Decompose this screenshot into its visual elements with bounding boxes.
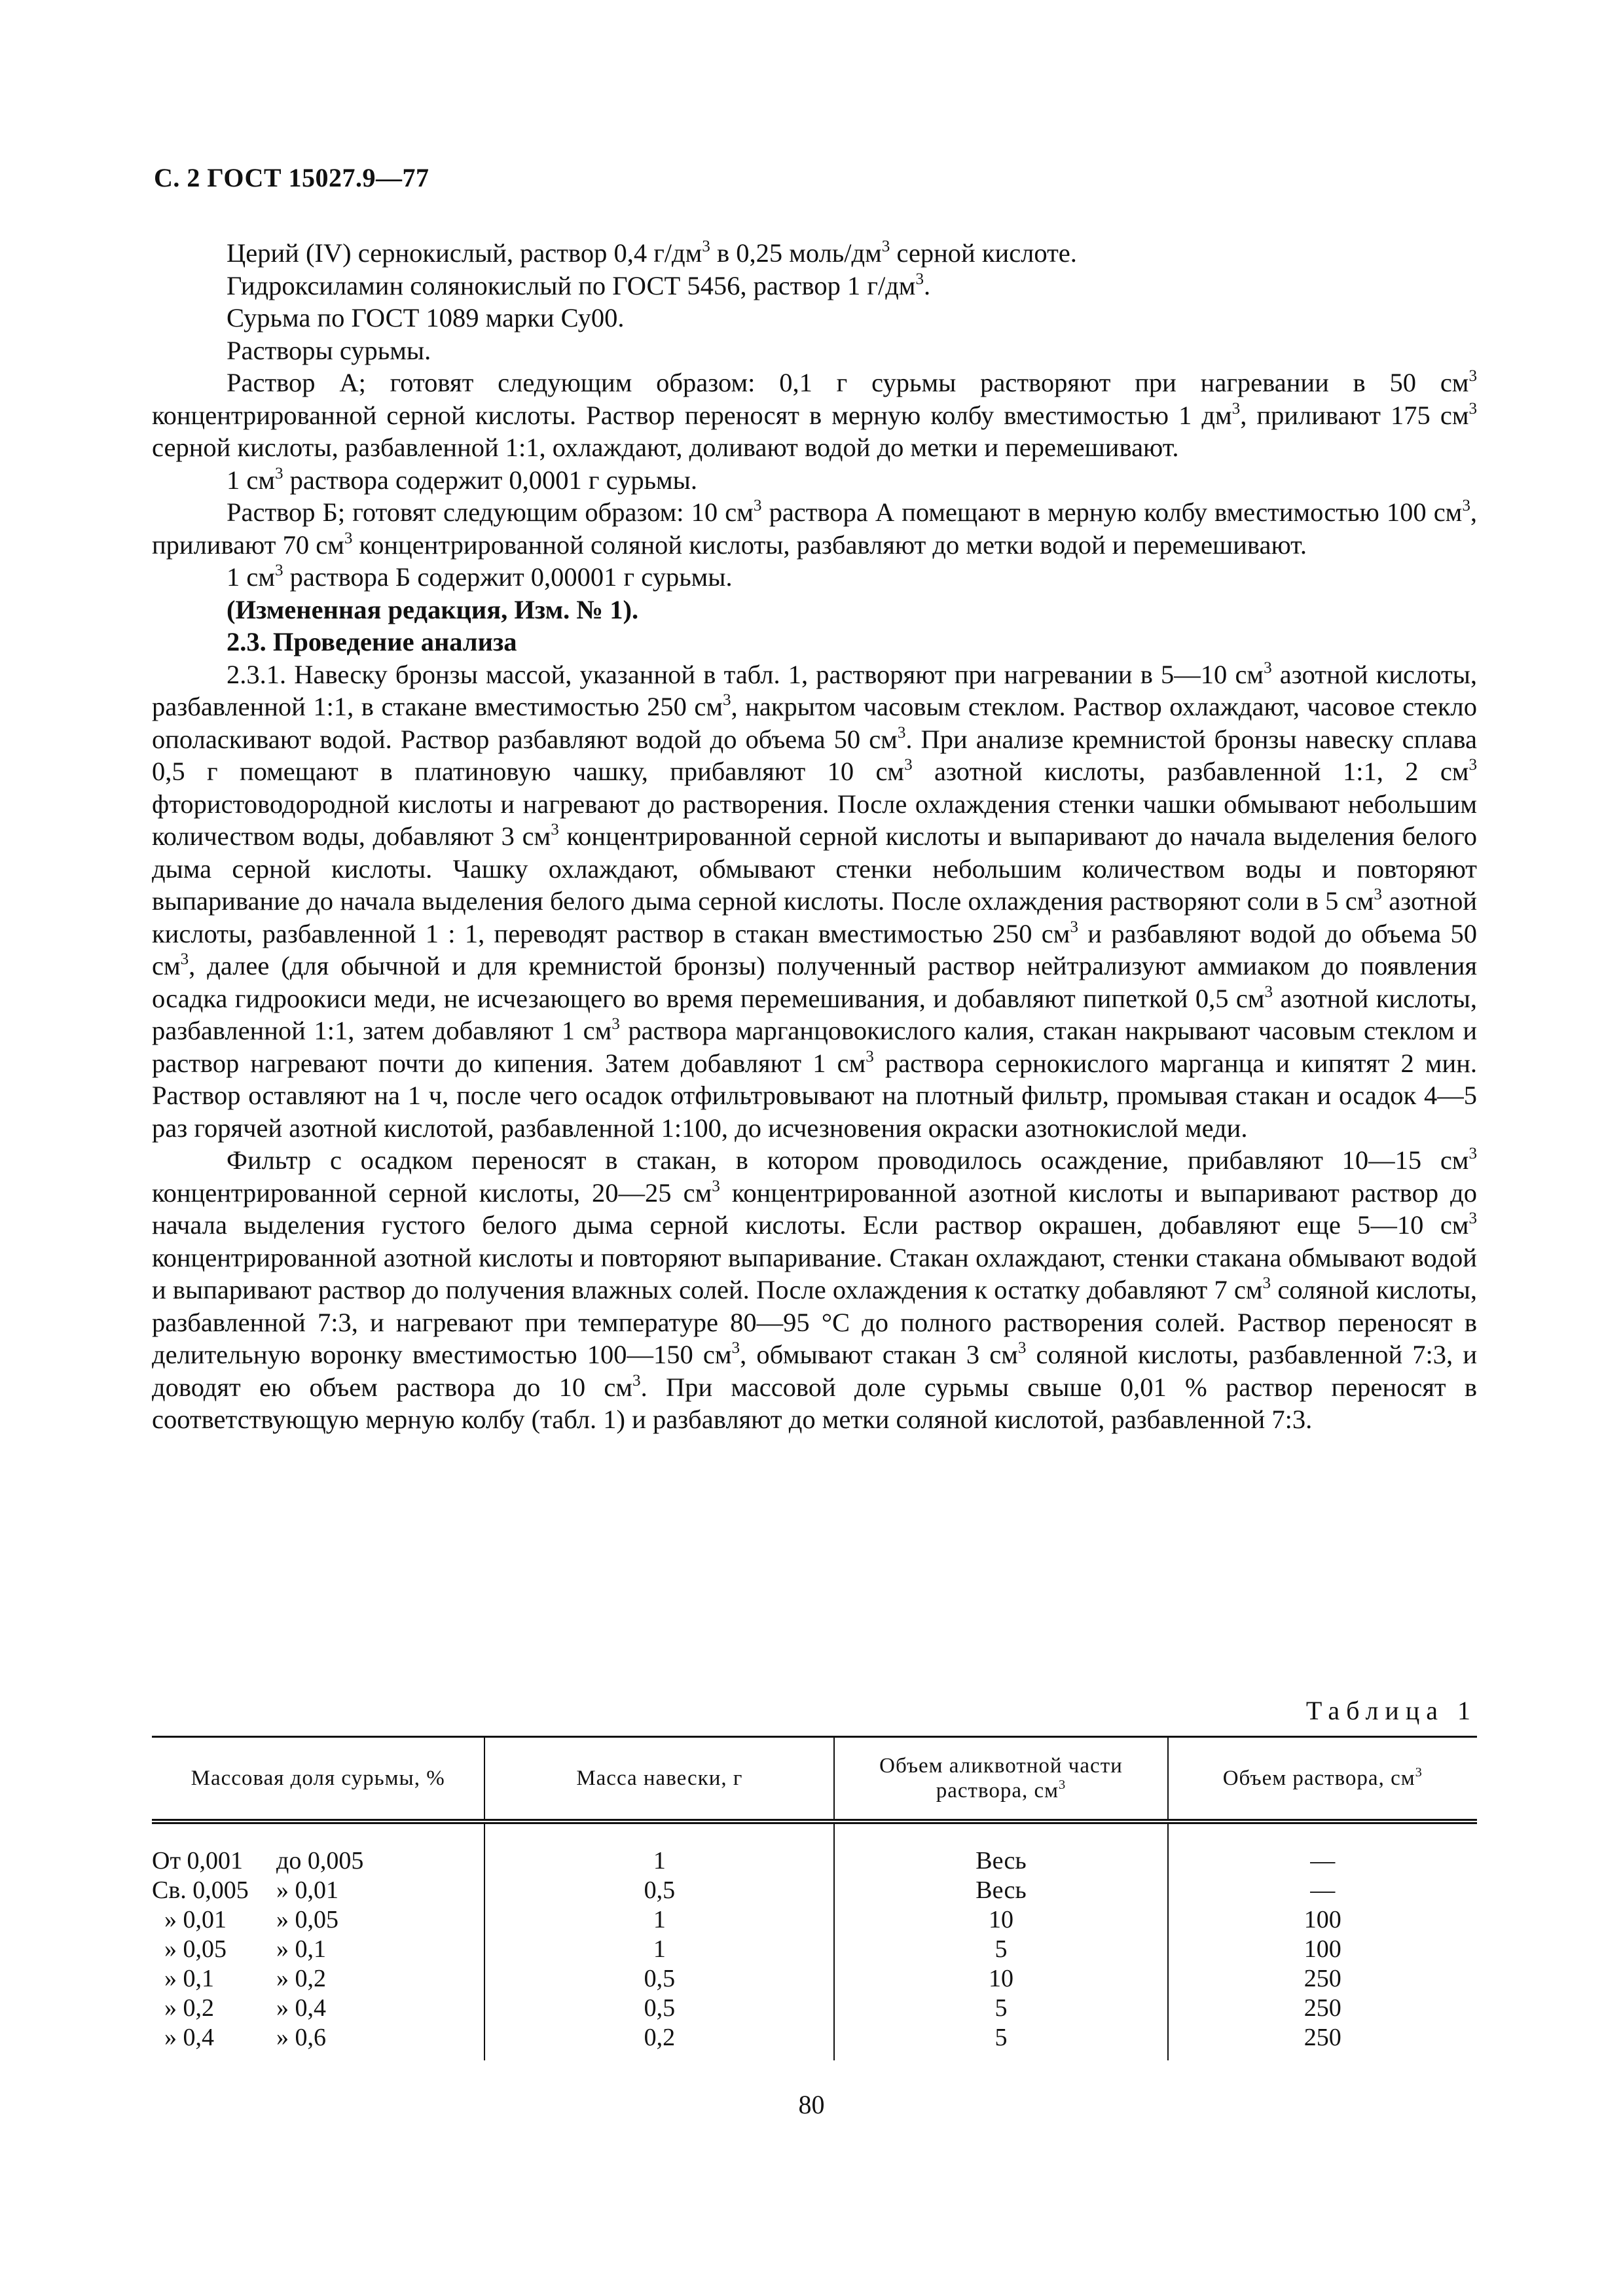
table-row [152, 1935, 1477, 1964]
range-to: » 0,1 [276, 1935, 326, 1963]
range-to: » 0,6 [276, 2024, 326, 2051]
paragraph: Гидроксиламин солянокислый по ГОСТ 5456, раствор 1 $г/дм^3$. [227, 270, 931, 300]
cell-solution-volume: 250 [1168, 1994, 1477, 2023]
body-text [152, 237, 1477, 1436]
range-to: » 0,2 [276, 1965, 326, 1992]
range-to: » 0,01 [276, 1876, 338, 1904]
header-antimony-fraction: Массовая доля сурьмы, % [152, 1737, 484, 1822]
cell-solution-volume: 250 [1168, 1964, 1477, 1994]
table-row [152, 1994, 1477, 2023]
antimony-table [152, 1736, 1477, 2060]
cell-antimony-range [152, 1964, 484, 1994]
range-to: до 0,005 [276, 1847, 364, 1874]
page-number: 80 [798, 2090, 825, 2119]
cell-sample-mass: 0,5 [484, 1964, 834, 1994]
paragraph: 2.3. Проведение анализа [227, 627, 517, 656]
cell-antimony-range [152, 1876, 484, 1905]
cell-sample-mass: 1 [484, 1935, 834, 1964]
cell-sample-mass: 0,5 [484, 1876, 834, 1905]
page-header: С. 2 ГОСТ 15027.9—77 [154, 163, 429, 192]
cell-solution-volume: — [1168, 1846, 1477, 1876]
header-sample-mass: Масса навески, г [484, 1737, 834, 1822]
table-row [152, 1846, 1477, 1876]
cell-aliquot-volume: Весь [834, 1876, 1167, 1905]
cell-antimony-range [152, 1935, 484, 1964]
paragraph: (Измененная редакция, Изм. № 1). [227, 594, 639, 624]
range-from: От 0,001 [152, 1847, 244, 1874]
cell-sample-mass: 1 [484, 1905, 834, 1935]
header-solution-volume: Объем раствора, $см^3$ [1168, 1737, 1477, 1822]
cell-solution-volume: — [1168, 1876, 1477, 1905]
range-from: » 0,2 [152, 1994, 214, 2022]
range-from: » 0,05 [152, 1935, 227, 1963]
cell-sample-mass: 0,2 [484, 2023, 834, 2060]
paragraph: Раствор Б; готовят следующим образом: 10 $см^3$ раствора А помещают в мерную колбу вместимостью 100 $см^3$, приливают 70 $см^3$ концентрированной соляной кислоты, разбавляют до метки водой и перемешивают. [152, 497, 1477, 560]
cell-antimony-range [152, 1846, 484, 1876]
header-aliquot-volume: Объем аликвотной части раствора, $см^3$ [834, 1737, 1167, 1822]
cell-aliquot-volume: Весь [834, 1846, 1167, 1876]
table-row [152, 2023, 1477, 2060]
cell-aliquot-volume: 10 [834, 1964, 1167, 1994]
cell-antimony-range [152, 1905, 484, 1935]
paragraph: Церий (IV) сернокислый, раствор 0,4 $г/дм^3$ в 0,25 моль/$дм^3$ серной кислоте. [227, 238, 1077, 268]
table-row [152, 1876, 1477, 1905]
table-header-row [152, 1737, 1477, 1822]
cell-sample-mass: 1 [484, 1846, 834, 1876]
table-spacer-row [152, 1821, 1477, 1846]
cell-solution-volume: 100 [1168, 1935, 1477, 1964]
cell-sample-mass: 0,5 [484, 1994, 834, 2023]
cell-aliquot-volume: 5 [834, 2023, 1167, 2060]
table-row [152, 1905, 1477, 1935]
paragraph: Растворы сурьмы. [227, 335, 431, 365]
range-to: » 0,05 [276, 1906, 338, 1933]
table-caption: Таблица 1 [1305, 1696, 1477, 1725]
paragraph: Сурьма по ГОСТ 1089 марки Су00. [227, 303, 625, 332]
cell-solution-volume: 250 [1168, 2023, 1477, 2060]
cell-antimony-range [152, 2023, 484, 2060]
cell-aliquot-volume: 5 [834, 1994, 1167, 2023]
cell-antimony-range [152, 1994, 484, 2023]
paragraph: Раствор А; готовят следующим образом: 0,1 г сурьмы растворяют при нагревании в 50 $см^3$ концентрированной серной кислоты. Раствор переносят в мерную колбу вместимостью 1 $дм^3$, приливают 175 $см^3$ серной кислоты, разбавленной 1:1, охлаждают, доливают водой до метки и перемешивают. [152, 367, 1478, 462]
range-from: » 0,01 [152, 1906, 227, 1933]
paragraph: 1 $см^3$ раствора Б содержит 0,00001 г сурьмы. [227, 562, 733, 592]
paragraph: 1 $см^3$ раствора содержит 0,0001 г сурьмы. [227, 464, 698, 495]
range-to: » 0,4 [276, 1994, 326, 2022]
paragraph: Фильтр с осадком переносят в стакан, в котором проводилось осаждение, прибавляют 10—15 $см^3$ концентрированной серной кислоты, 20—25 $см^3$ концентрированной азотной кислоты и выпаривают раствор до начала выделения густого белого дыма серной кислоты. Если раствор окрашен, добавляют еще 5—10 $см^3$ концентрированной азотной кислоты и повторяют выпаривание. Стакан охлаждают, стенки стакана обмывают водой и выпаривают раствор до получения влажных солей. После охлаждения к остатку добавляют 7 $см^3$ соляной кислоты, разбавленной 7:3, и нагревают при температуре 80—95 °С до полного растворения солей. Раствор переносят в делительную воронку вместимостью 100—150 $см^3$, обмывают стакан 3 $см^3$ соляной кислоты, разбавленной 7:3, и доводят ею объем раствора до 10 $см^3$. При массовой доле сурьмы свыше 0,01 % раствор переносят в соответствующую мерную колбу (табл. 1) и разбавляют до метки соляной кислотой, разбавленной 7:3. [152, 1145, 1478, 1434]
cell-aliquot-volume: 10 [834, 1905, 1167, 1935]
paragraph: 2.3.1. Навеску бронзы массой, указанной в табл. 1, растворяют при нагревании в 5—10 $см^3$ азотной кислоты, разбавленной 1:1, в стакане вместимостью 250 $см^3$, накрытом часовым стеклом. Раствор охлаждают, часовое стекло ополаскивают водой. Раствор разбавляют водой до объема 50 $см^3$. При анализе кремнистой бронзы навеску сплава 0,5 г помещают в платиновую чашку, прибавляют 10 $см^3$ азотной кислоты, разбавленной 1:1, 2 $см^3$ фтористоводородной кислоты и нагревают до растворения. После охлаждения стенки чашки обмывают небольшим количеством воды, добавляют 3 $см^3$ концентрированной серной кислоты и выпаривают до начала выделения белого дыма серной кислоты. Чашку охлаждают, обмывают стенки небольшим количеством воды и повторяют выпаривание до начала выделения белого дыма серной кислоты. После охлаждения растворяют соли в 5 $см^3$ азотной кислоты, разбавленной 1 : 1, переводят раствор в стакан вместимостью 250 $см^3$ и разбавляют водой до объема 50 $см^3$, далее (для обычной и для кремнистой бронзы) полученный раствор нейтрализуют аммиаком до появления осадка гидроокиси меди, не исчезающего во время перемешивания, и добавляют пипеткой 0,5 $см^3$ азотной кислоты, разбавленной 1:1, затем добавляют 1 $см^3$ раствора марганцовокислого калия, стакан накрывают часовым стеклом и раствор нагревают почти до кипения. Затем добавляют 1 $см^3$ раствора сернокислого марганца и кипятят 2 мин. Раствор оставляют на 1 ч, после чего осадок отфильтровывают на плотный фильтр, промывая стакан и осадок 4—5 раз горячей азотной кислотой, разбавленной 1:100, до исчезновения окраски азотнокислой меди. [152, 658, 1478, 1143]
range-from: » 0,4 [152, 2024, 214, 2051]
cell-aliquot-volume: 5 [834, 1935, 1167, 1964]
table-row [152, 1964, 1477, 1994]
range-from: » 0,1 [152, 1965, 214, 1992]
cell-solution-volume: 100 [1168, 1905, 1477, 1935]
range-from: Св. 0,005 [152, 1876, 249, 1904]
